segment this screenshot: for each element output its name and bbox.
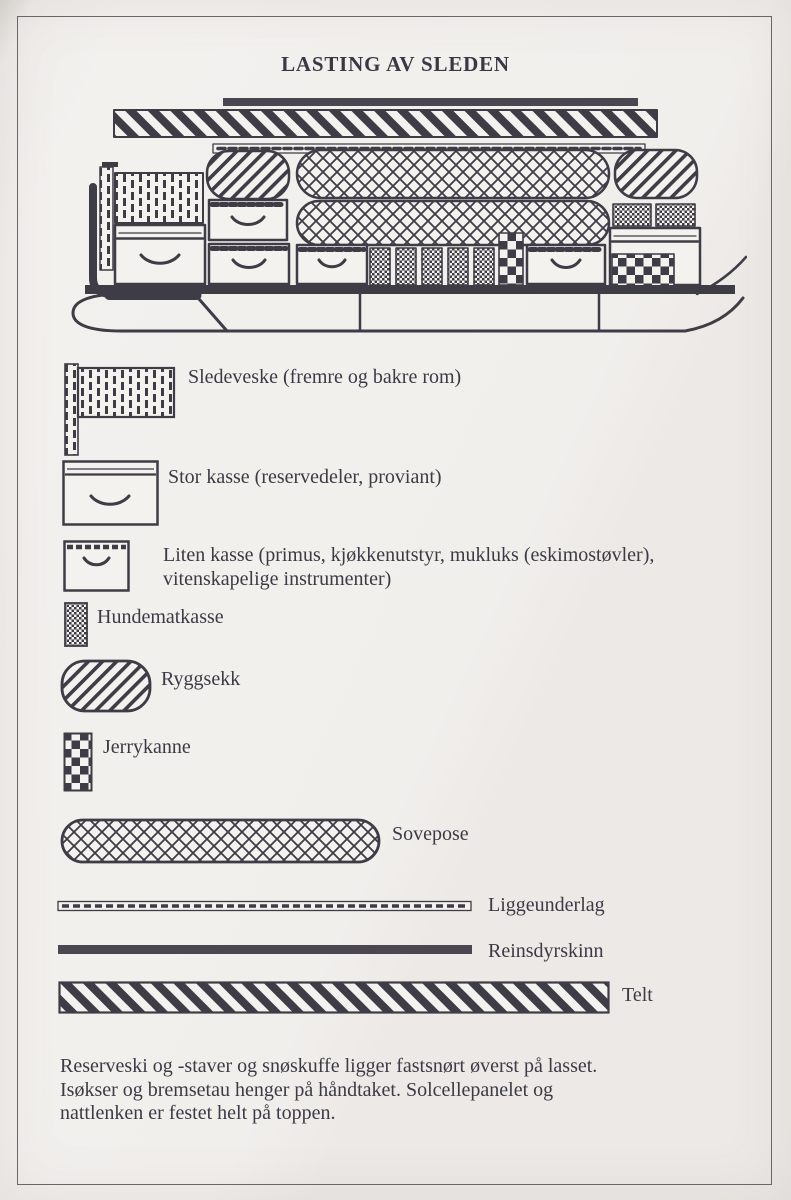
sled-liten-kasse xyxy=(297,245,367,284)
sled-kasse-mid-upper xyxy=(209,200,287,240)
reinsdyrskinn-icon xyxy=(57,944,473,955)
sled-hundematkasse-row xyxy=(370,248,494,285)
sled-hundematkasse-pair xyxy=(613,204,695,226)
sledeveske-icon xyxy=(63,362,178,458)
sovepose-icon xyxy=(60,818,381,864)
legend-label-jerrykanne: Jerrykanne xyxy=(103,736,191,758)
legend-label-ryggsekk: Ryggsekk xyxy=(161,668,241,690)
sled-ryggsekk-right xyxy=(615,150,697,198)
legend-label-sovepose: Sovepose xyxy=(392,823,469,845)
legend-label-stor-kasse: Stor kasse (reservedeler, proviant) xyxy=(168,466,442,488)
stor-kasse-icon xyxy=(62,460,159,526)
sled-stor-kasse-midright xyxy=(527,245,605,284)
sled-stor-kasse-left xyxy=(115,225,205,284)
sled-ryggsekk-left xyxy=(207,151,289,199)
legend-label-reinsdyrskinn: Reinsdyrskinn xyxy=(488,940,604,962)
footnote-paragraph xyxy=(60,1055,660,1126)
legend-label-liggeunderlag: Liggeunderlag xyxy=(488,894,605,916)
footnote-line-2: Isøkser og bremsetau henger på håndtaket. Solcellepanelet og xyxy=(60,1078,554,1101)
legend-label-sledeveske: Sledeveske (fremre og bakre rom) xyxy=(188,366,462,388)
sled-reinsdyrskinn-bar xyxy=(223,98,638,106)
telt-icon xyxy=(58,981,610,1014)
footnote-line-3: nattlenken er festet helt på toppen. xyxy=(60,1102,336,1124)
legend-label-telt: Telt xyxy=(622,984,653,1006)
liten-kasse-icon xyxy=(63,540,130,592)
sled-sovepose-bottom xyxy=(297,201,609,245)
page-title: LASTING AV SLEDEN xyxy=(281,52,510,76)
sled-telt-bar xyxy=(114,110,657,137)
sled-jerrykanne-square xyxy=(612,254,674,286)
sled-jerrykanne-strip xyxy=(499,233,523,285)
sled-platform xyxy=(85,285,735,294)
liggeunderlag-icon xyxy=(57,898,473,914)
ryggsekk-icon xyxy=(60,659,152,713)
jerrykanne-icon xyxy=(63,732,93,792)
legend-label-hundematkasse: Hundematkasse xyxy=(97,606,224,628)
sled-sovepose-top xyxy=(297,150,609,198)
footnote-line-1: Reserveski og -staver og snøskuffe ligger fastsnørt øverst på lasset. xyxy=(60,1055,598,1077)
legend-label-liten-kasse: Liten kasse (primus, kjøkkenutstyr, mukluks (eskimostøvler), vitenskapelige instrumenter) xyxy=(163,544,655,590)
hundematkasse-icon xyxy=(64,602,88,647)
sled-diagram xyxy=(57,88,747,348)
sled-kasse-mid-lower xyxy=(209,244,289,284)
